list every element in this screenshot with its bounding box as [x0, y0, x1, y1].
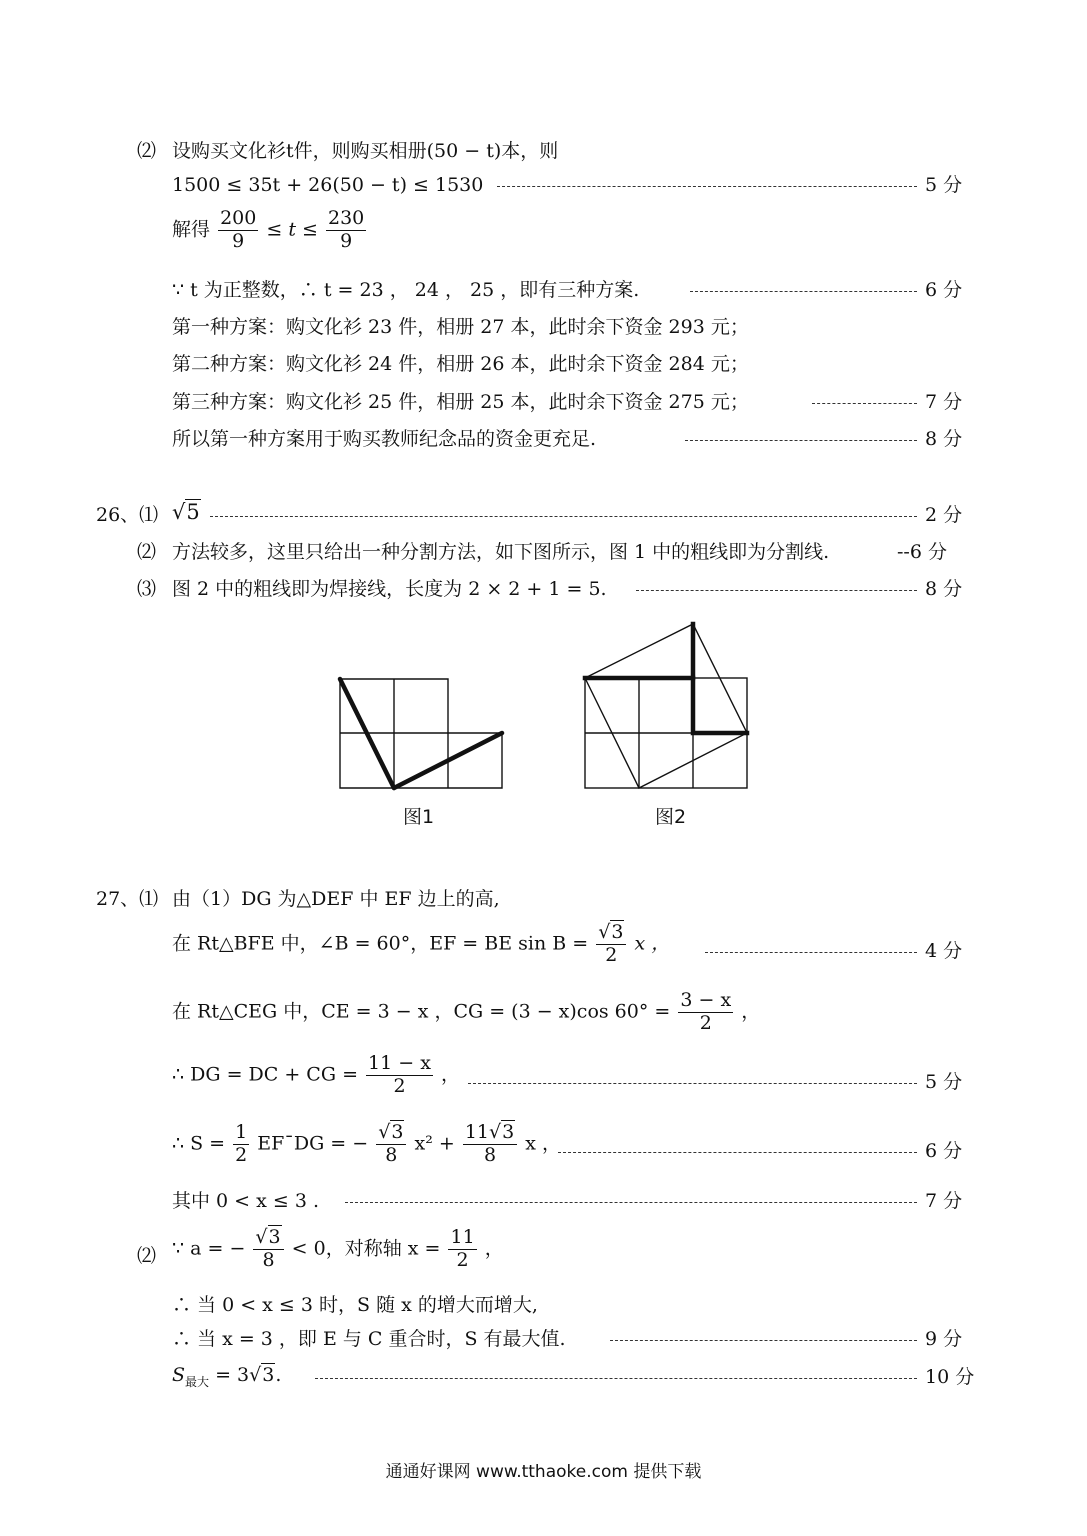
dash-leader [610, 1340, 917, 1341]
q27-cg-line: 在 Rt△CEG 中，CE = 3 − x ，CG = (3 − x)cos 60° = $\frac{3 - x}{2}$ ， [172, 989, 761, 1034]
fraction: $\frac{√3}{8}$ [376, 1122, 406, 1167]
dash-leader [558, 1152, 917, 1153]
q26-label: 26、⑴ [96, 504, 159, 526]
q27-intro: 由（1）DG 为△DEF 中 EF 边上的高, [172, 888, 500, 910]
q26-part3-text: 图 2 中的粗线即为焊接线，长度为 2 × 2 + 1 = 5. [172, 578, 607, 600]
figure-2-grid [580, 620, 752, 792]
dash-leader [315, 1378, 917, 1379]
q27-label: 27、⑴ [96, 888, 159, 910]
q25-integer-solutions: ∵ t 为正整数，∴ t = 23 ， 24 ， 25 ，即有三种方案. [172, 279, 640, 301]
q25-plan-2: 第二种方案：购文化衫 24 件，相册 26 本，此时余下资金 284 元； [172, 353, 749, 375]
fraction: $\frac{√3}{8}$ [253, 1227, 283, 1272]
footer-credit: 通通好课网 www.tthaoke.com 提供下载 [385, 1462, 702, 1482]
q26-part2-text: 方法较多，这里只给出一种分割方法，如下图所示，图 1 中的粗线即为分割线. [172, 541, 830, 563]
dash-leader [345, 1202, 917, 1203]
score-10: 10 分 [925, 1366, 975, 1388]
q27-domain: 其中 0 < x ≤ 3 . [172, 1190, 320, 1212]
fraction: $\frac{11 - x}{2}$ [368, 1052, 431, 1097]
score-7: 7 分 [925, 391, 963, 413]
score-8: 8 分 [925, 578, 963, 600]
q27-area-formula: ∴ S = $\frac{1}{2}$ EF¯DG = − $\frac{√3}{8}$ x² + $\frac{11√3}{8}$ x ， [172, 1121, 562, 1166]
q25-plan-1: 第一种方案：购文化衫 23 件，相册 27 本，此时余下资金 293 元； [172, 316, 749, 338]
dash-leader [210, 516, 917, 517]
score-6: --6 分 [897, 541, 947, 563]
score-7: 7 分 [925, 1190, 963, 1212]
fraction: $\frac{3 - x}{2}$ [680, 989, 732, 1034]
q26-answer-sqrt: √5 [172, 500, 200, 524]
fraction: $\frac{1}{2}$ [235, 1121, 248, 1166]
q27-ef-line: 在 Rt△BFE 中，∠B = 60°，EF = BE sin B = $\frac{√3}{2}$ x ， [172, 921, 671, 966]
q25-inequality: 1500 ≤ 35t + 26(50 − t) ≤ 1530 [172, 174, 484, 196]
fraction: $\frac{200}{9}$ [220, 207, 257, 252]
score-9: 9 分 [925, 1328, 963, 1350]
q27-max-value: $S_{最大} = 3√3$. [172, 1364, 282, 1389]
score-6: 6 分 [925, 279, 963, 301]
fraction: $\frac{230}{9}$ [327, 207, 365, 252]
fraction: $\frac{√3}{2}$ [596, 922, 626, 967]
q27-part2-label: ⑵ [137, 1245, 157, 1267]
q25-solution-range: 解得 $\frac{200}{9}$ ≤ t ≤ $\frac{230}{9}$ [172, 207, 365, 252]
q27-dg-line: ∴ DG = DC + CG = $\frac{11 - x}{2}$ ， [172, 1052, 460, 1097]
q27-part2-axis: ∵ a = − $\frac{√3}{8}$ < 0，对称轴 x = $\frac{11}{2}$ ， [172, 1226, 504, 1271]
dash-leader [685, 440, 917, 441]
q25-part2-label: ⑵ [137, 140, 157, 162]
q27-part2-increasing: ∴ 当 0 < x ≤ 3 时，S 随 x 的增大而增大, [172, 1294, 538, 1316]
q25-conclusion: 所以第一种方案用于购买教师纪念品的资金更充足. [172, 428, 597, 450]
q25-part2-setup: 设购买文化衫t件，则购买相册(50 − t)本，则 [172, 140, 559, 162]
figure-2-caption: 图2 [655, 806, 687, 828]
score-4: 4 分 [925, 940, 963, 962]
score-8: 8 分 [925, 428, 963, 450]
score-6: 6 分 [925, 1140, 963, 1162]
score-2: 2 分 [925, 504, 963, 526]
q26-part3-label: ⑶ [137, 578, 157, 600]
figure-1-grid [335, 675, 510, 793]
q26-part2-label: ⑵ [137, 541, 157, 563]
q25-plan-3: 第三种方案：购文化衫 25 件，相册 25 本，此时余下资金 275 元； [172, 391, 749, 413]
score-5: 5 分 [925, 174, 963, 196]
dash-leader [690, 291, 917, 292]
fraction: $\frac{11}{2}$ [450, 1226, 475, 1271]
dash-leader [636, 590, 917, 591]
figure-1-caption: 图1 [403, 806, 435, 828]
dash-leader [497, 186, 917, 187]
score-5: 5 分 [925, 1071, 963, 1093]
fraction: $\frac{11√3}{8}$ [463, 1122, 517, 1167]
dash-leader [812, 403, 917, 404]
q27-part2-maximum: ∴ 当 x = 3 ，即 E 与 C 重合时，S 有最大值. [172, 1328, 566, 1350]
dash-leader [705, 952, 917, 953]
dash-leader [468, 1083, 917, 1084]
